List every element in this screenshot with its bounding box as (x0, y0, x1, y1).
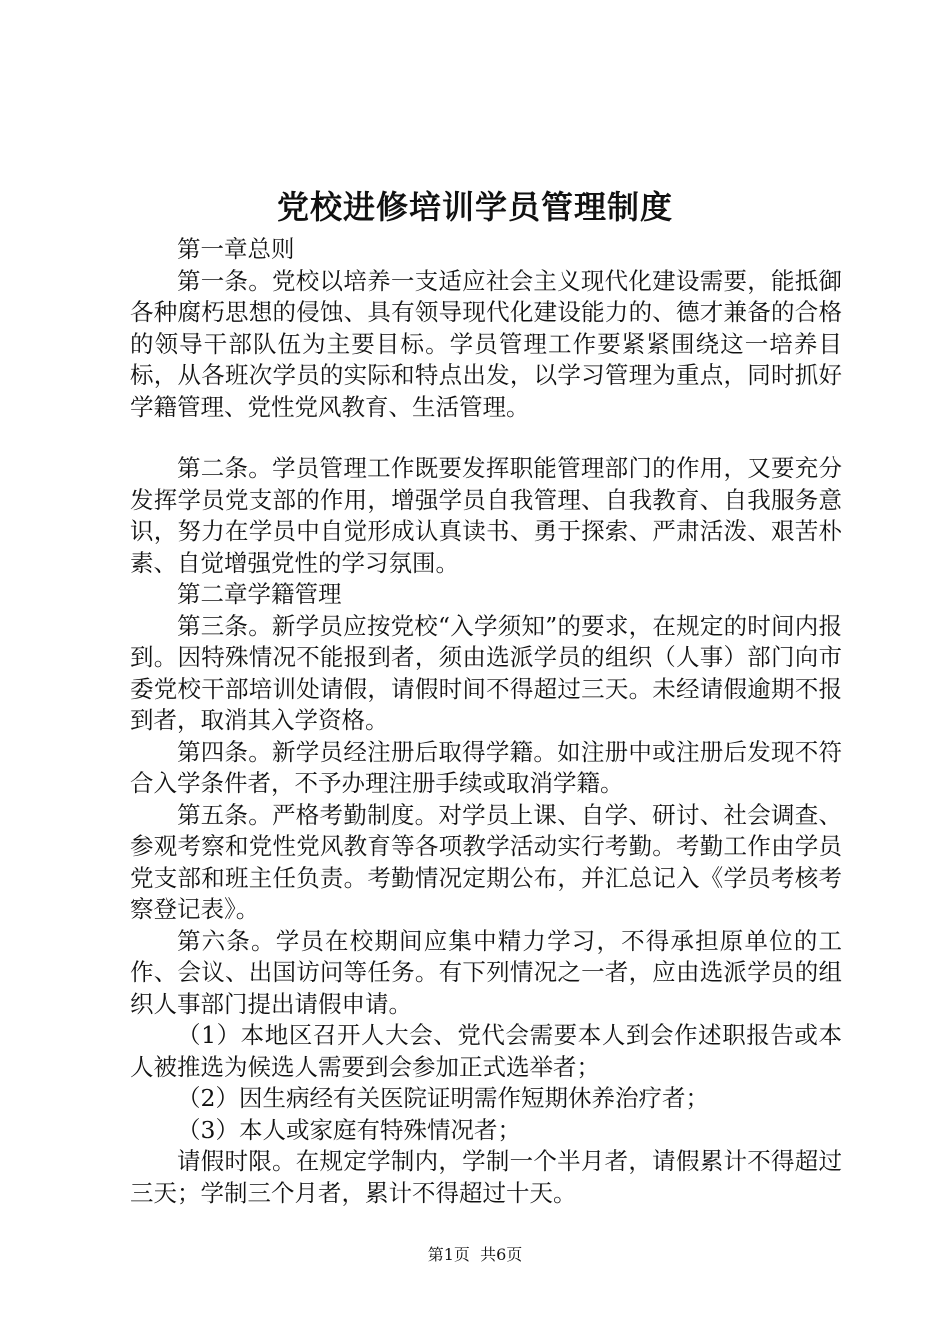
page-footer (0, 1244, 950, 1266)
page-total: 共6页 (480, 1245, 523, 1264)
article-paragraph: 第四条。新学员经注册后取得学籍。如注册中或注册后发现不符合入学条件者，不予办理注册手续或取消学籍。 (130, 737, 842, 797)
list-item: （3）本人或家庭有特殊情况者； (177, 1115, 521, 1144)
document-title: 党校进修培训学员管理制度 (276, 188, 673, 226)
chapter-heading: 第一章总则 (177, 235, 295, 263)
article-paragraph: 第六条。学员在校期间应集中精力学习，不得承担原单位的工作、会议、出国访问等任务。有下列情况之一者，应由选派学员的组织人事部门提出请假申请。 (130, 926, 842, 1018)
article-paragraph: 请假时限。在规定学制内，学制一个半月者，请假累计不得超过三天；学制三个月者，累计不得超过十天。 (130, 1147, 842, 1207)
article-paragraph: 第二条。学员管理工作既要发挥职能管理部门的作用，又要充分发挥学员党支部的作用，增强学员自我管理、自我教育、自我服务意识，努力在学员中自觉形成认真读书、勇于探索、严肃活泼、艰苦朴素、自觉增强党性的学习氛围。 (130, 454, 842, 577)
list-item: （2）因生病经有关医院证明需作短期休养治疗者； (177, 1084, 709, 1112)
list-item: （1）本地区召开人大会、党代会需要本人到会作述职报告或本人被推选为候选人需要到会参加正式选举者； (130, 1021, 842, 1081)
article-paragraph: 第一条。党校以培养一支适应社会主义现代化建设需要，能抵御各种腐朽思想的侵蚀、具有领导现代化建设能力的、德才兼备的合格的领导干部队伍为主要目标。学员管理工作要紧紧围绕这一培养目标，从各班次学员的实际和特点出发，以学习管理为重点，同时抓好学籍管理、党性党风教育、生活管理。 (130, 266, 842, 421)
article-paragraph: 第五条。严格考勤制度。对学员上课、自学、研讨、社会调查、参观考察和党性党风教育等各项教学活动实行考勤。考勤工作由学员党支部和班主任负责。考勤情况定期公布，并汇总记入《学员考核考察登记表》。 (130, 800, 842, 923)
chapter-heading: 第二章学籍管理 (177, 580, 342, 608)
document-body (130, 234, 842, 1209)
article-paragraph: 第三条。新学员应按党校“入学须知”的要求，在规定的时间内报到。因特殊情况不能报到者，须由选派学员的组织（人事）部门向市委党校干部培训处请假，请假时间不得超过三天。未经请假逾期不报到者，取消其入学资格。 (130, 611, 842, 734)
page-number: 第1页 (427, 1245, 470, 1264)
